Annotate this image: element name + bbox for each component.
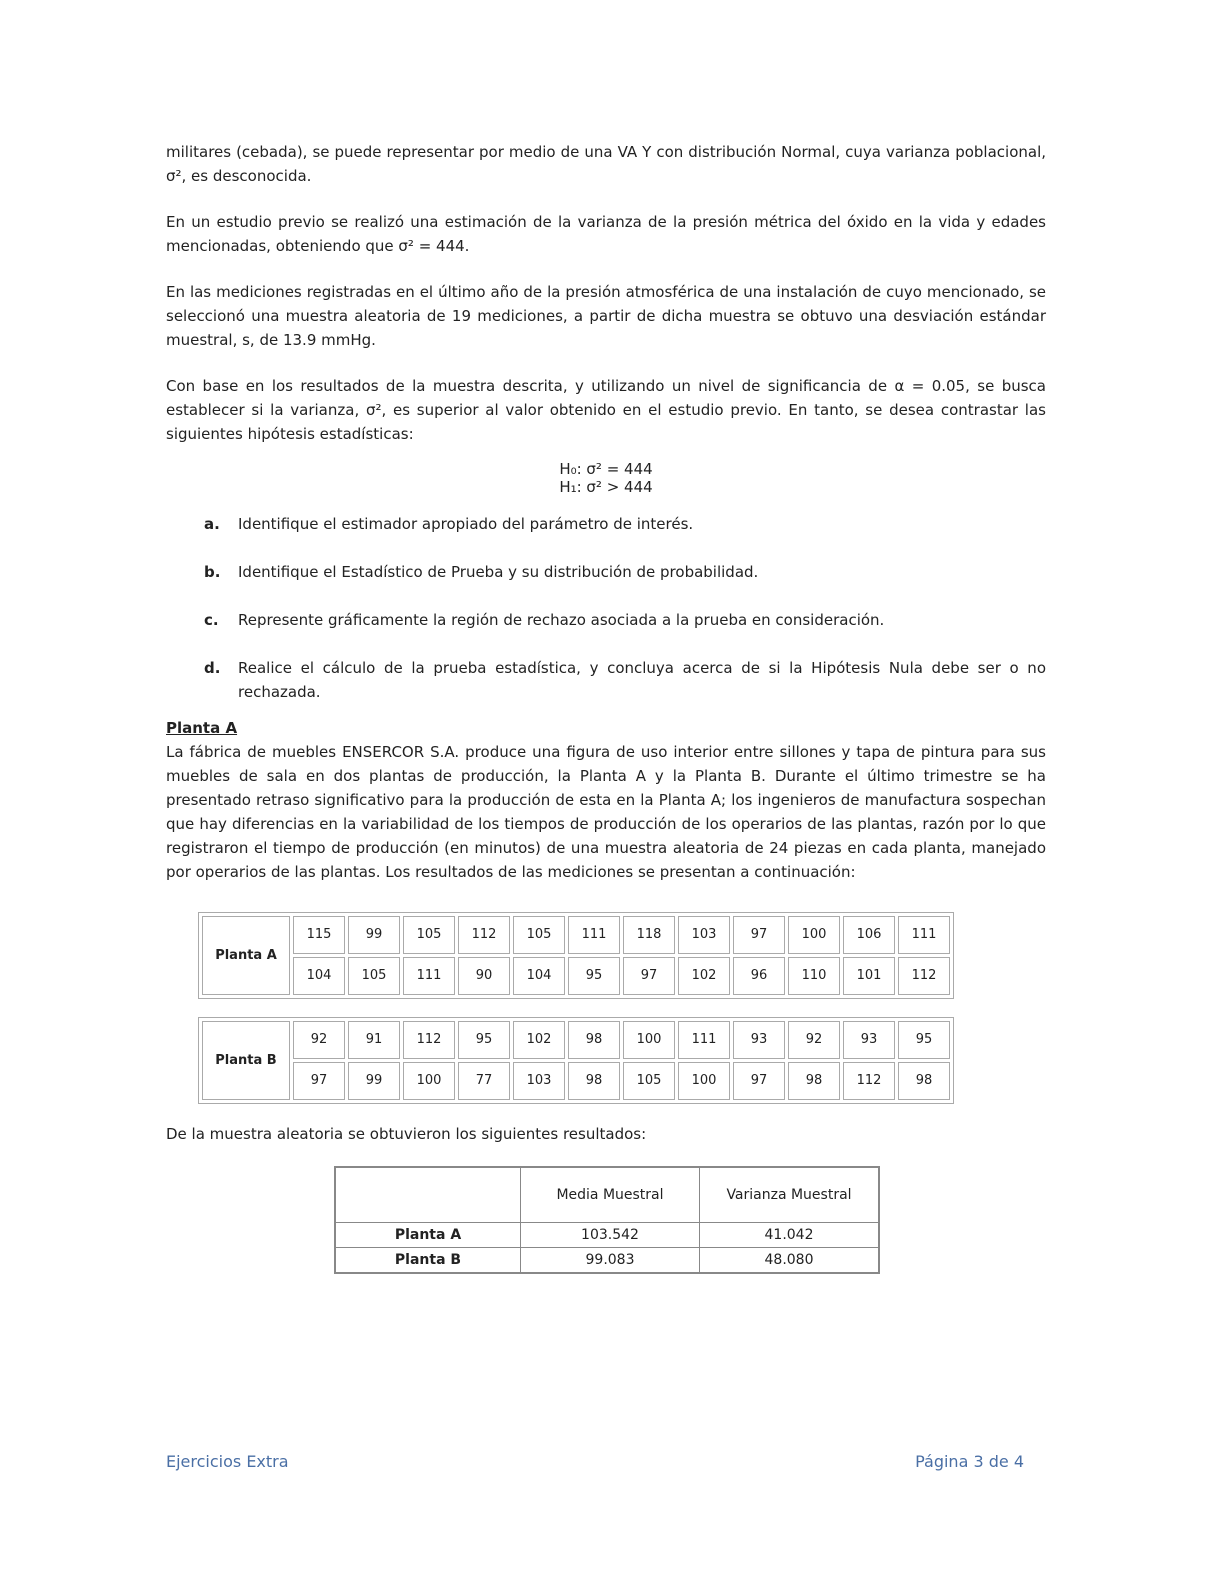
table-row (335, 1223, 879, 1248)
table-cell: 112 (898, 957, 950, 995)
table-cell: 106 (843, 916, 895, 954)
table-cell: 98 (788, 1062, 840, 1100)
table-cell: 98 (568, 1062, 620, 1100)
paragraph-2: En un estudio previo se realizó una estimación de la varianza de la presión métrica del óxido en la vida y edades mencionadas, obteniendo que σ² = 444. (166, 213, 1046, 255)
plant-a-label: Planta A (202, 916, 290, 995)
item-text: Identifique el Estadístico de Prueba y su distribución de probabilidad. (238, 563, 759, 581)
question-item (204, 656, 1046, 704)
column-header-variance: Varianza Muestral (700, 1167, 880, 1223)
table-cell: 112 (458, 916, 510, 954)
table-cell: 96 (733, 957, 785, 995)
table-cell: 102 (678, 957, 730, 995)
table-cell: 103 (678, 916, 730, 954)
table-cell: 98 (568, 1021, 620, 1059)
table-cell: 91 (348, 1021, 400, 1059)
document-page (166, 140, 1046, 1274)
row-label: Planta B (335, 1248, 521, 1274)
table-cell: 95 (458, 1021, 510, 1059)
table-row (202, 916, 950, 954)
item-text: Represente gráficamente la región de rechazo asociada a la prueba en consideración. (238, 611, 885, 629)
item-marker: a. (204, 515, 220, 533)
table-row (202, 1021, 950, 1059)
footer-page-number: Página 3 de 4 (915, 1452, 1024, 1471)
item-marker: d. (204, 659, 221, 677)
table-cell: 111 (678, 1021, 730, 1059)
table-cell: 105 (513, 916, 565, 954)
table-cell: 92 (788, 1021, 840, 1059)
plant-b-label: Planta B (202, 1021, 290, 1100)
section-title: Planta A (166, 719, 238, 737)
table-cell: 95 (898, 1021, 950, 1059)
table-cell: 93 (733, 1021, 785, 1059)
table-cell: 77 (458, 1062, 510, 1100)
table-cell: 100 (788, 916, 840, 954)
table-cell: 99 (348, 1062, 400, 1100)
question-list (166, 512, 1046, 704)
table-cell: 105 (348, 957, 400, 995)
table-cell: 95 (568, 957, 620, 995)
table-cell: 97 (293, 1062, 345, 1100)
table-cell: 98 (898, 1062, 950, 1100)
item-text: Realice el cálculo de la prueba estadística, y concluya acerca de si la Hipótesis Nula debe ser o no rechazada. (238, 659, 1046, 701)
table-cell: 92 (293, 1021, 345, 1059)
hypotheses (166, 460, 1046, 496)
table-cell: 99 (348, 916, 400, 954)
table-cell: 103 (513, 1062, 565, 1100)
table-cell: 118 (623, 916, 675, 954)
alternative-hypothesis: H₁: σ² > 444 (559, 478, 653, 496)
table-cell: 102 (513, 1021, 565, 1059)
table-cell: 111 (568, 916, 620, 954)
plant-b-table (198, 1017, 954, 1104)
table-cell: 97 (733, 916, 785, 954)
table-cell: 112 (843, 1062, 895, 1100)
table-cell: 97 (733, 1062, 785, 1100)
table-cell: 90 (458, 957, 510, 995)
footer-title: Ejercicios Extra (166, 1452, 289, 1471)
table-cell: 111 (898, 916, 950, 954)
question-item (204, 608, 1046, 632)
mean-cell: 99.083 (521, 1248, 700, 1274)
summary-table (334, 1166, 880, 1274)
table-cell: 97 (623, 957, 675, 995)
item-marker: c. (204, 611, 219, 629)
table-cell: 104 (293, 957, 345, 995)
variance-cell: 41.042 (700, 1223, 880, 1248)
table-cell: 100 (623, 1021, 675, 1059)
plant-a-table (198, 912, 954, 999)
table-cell: 105 (623, 1062, 675, 1100)
mean-cell: 103.542 (521, 1223, 700, 1248)
table-cell: 100 (403, 1062, 455, 1100)
table-row (202, 1062, 950, 1100)
column-header-mean: Media Muestral (521, 1167, 700, 1223)
table-cell: 111 (403, 957, 455, 995)
table-row (202, 957, 950, 995)
table-cell: 104 (513, 957, 565, 995)
table-header-row (335, 1167, 879, 1223)
row-label: Planta A (335, 1223, 521, 1248)
table-cell: 105 (403, 916, 455, 954)
null-hypothesis: H₀: σ² = 444 (559, 460, 653, 478)
table-row (335, 1248, 879, 1274)
paragraph-4: Con base en los resultados de la muestra descrita, y utilizando un nivel de significancia de α = 0.05, se busca establecer si la varianza, σ², es superior al valor obtenido en el estudio previo. En tanto, se desea contrastar las siguientes hipótesis estadísticas: (166, 377, 1046, 443)
question-item (204, 512, 1046, 536)
table-cell: 112 (403, 1021, 455, 1059)
table-cell: 100 (678, 1062, 730, 1100)
paragraph-1: militares (cebada), se puede representar por medio de una VA Y con distribución Normal, cuya varianza poblacional, σ², es desconocida. (166, 143, 1046, 185)
summary-corner-cell (335, 1167, 521, 1223)
table-cell: 110 (788, 957, 840, 995)
question-item (204, 560, 1046, 584)
paragraph-3: En las mediciones registradas en el último año de la presión atmosférica de una instalación de cuyo mencionado, se seleccionó una muestra aleatoria de 19 mediciones, a partir de dicha muestra se obtuvo una desviación estándar muestral, s, de 13.9 mmHg. (166, 283, 1046, 349)
section-paragraph: La fábrica de muebles ENSERCOR S.A. produce una figura de uso interior entre sillones y tapa de pintura para sus muebles de sala en dos plantas de producción, la Planta A y la Planta B. Durante el último trimestre se ha presentado retraso significativo para la producción de esta en la Planta A; los ingenieros de manufactura sospechan que hay diferencias en la variabilidad de los tiempos de producción de los operarios de las plantas, razón por lo que registraron el tiempo de producción (en minutos) de una muestra aleatoria de 24 piezas en cada planta, manejado por operarios de las plantas. Los resultados de las mediciones se presentan a continuación: (166, 743, 1046, 881)
item-text: Identifique el estimador apropiado del parámetro de interés. (238, 515, 694, 533)
table-cell: 93 (843, 1021, 895, 1059)
table-cell: 101 (843, 957, 895, 995)
variance-cell: 48.080 (700, 1248, 880, 1274)
table-cell: 115 (293, 916, 345, 954)
item-marker: b. (204, 563, 221, 581)
summary-intro: De la muestra aleatoria se obtuvieron los siguientes resultados: (166, 1125, 647, 1143)
